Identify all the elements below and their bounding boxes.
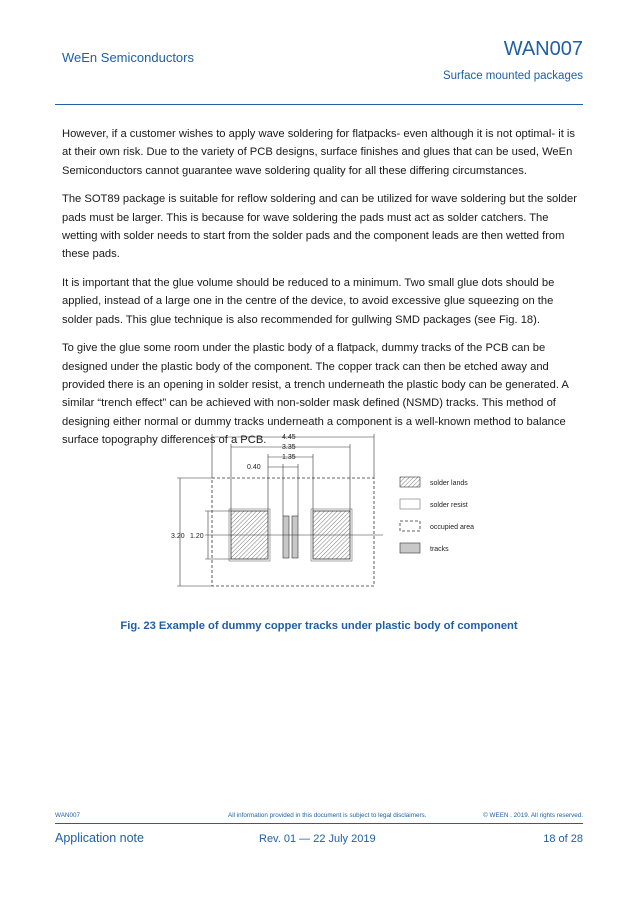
legend-label-tracks: tracks <box>430 546 449 553</box>
figure-caption: Fig. 23 Example of dummy copper tracks under plastic body of component <box>120 620 518 632</box>
dummy-track-left <box>283 516 289 558</box>
company-name: WeEn Semiconductors <box>62 50 194 65</box>
dummy-track-right <box>292 516 298 558</box>
paragraph: The SOT89 package is suitable for reflow soldering and can be utilized for wave soldering but the solder pads must be larger. This is because for wave soldering the pads must act as solder catchers. The wetting with solder needs to start from the solder pads and the component leads are then wetted from these pads. <box>62 193 577 261</box>
body-text <box>62 125 582 460</box>
legend-label-occupied-area: occupied area <box>430 524 474 531</box>
paragraph: To give the glue some room under the plastic body of a flatpack, dummy tracks of the PCB can be designed under the plastic body of the component. The copper track can then be etched away and provided there is an opening in solder resist, a trench underneath the plastic body can be generated. A similar “trench effect” can be achieved with non-solder mask defined (NSMD) tracks. This method of designing either normal or dummy tracks underneath a component is a well-known method to balance surface topography differences of a PCB. <box>62 342 569 446</box>
dimension-label-4-45: 4.45 <box>282 434 296 441</box>
dummy-tracks-diagram <box>0 428 638 608</box>
legend-swatch-tracks <box>400 543 420 553</box>
document-subtitle: Surface mounted packages <box>442 70 583 82</box>
footer-copyright: © WEEN . 2019. All rights reserved. <box>483 812 583 819</box>
legend-label-solder-resist: solder resist <box>430 502 468 509</box>
dimension-label-3-35: 3.35 <box>282 444 296 451</box>
legend-swatch-occupied-area <box>400 521 420 531</box>
dimension-label-0-40: 0.40 <box>247 464 261 471</box>
dimension-label-3-20: 3.20 <box>171 533 185 540</box>
footer-disclaimer: All information provided in this document is subject to legal disclaimers. <box>228 812 427 819</box>
legend-label-solder-lands: solder lands <box>430 480 468 487</box>
document-id: WAN007 <box>503 38 583 60</box>
footer-revision: Rev. 01 — 22 July 2019 <box>259 833 376 845</box>
paragraph: It is important that the glue volume should be reduced to a minimum. Two small glue dots should be applied, instead of a large one in the centre of the device, to avoid excessive glue squeezing on the solder pads. This glue technique is also recommended for gullwing SMD packages (see Fig. 18). <box>62 277 555 326</box>
footer-divider <box>55 823 583 824</box>
dimension-label-1-20: 1.20 <box>190 533 204 540</box>
footer-doc-type: Application note <box>55 831 144 845</box>
footer-doc-id: WAN007 <box>55 812 80 819</box>
dimension-label-1-35: 1.35 <box>282 454 296 461</box>
legend-swatch-solder-resist <box>400 499 420 509</box>
legend-swatch-solder-lands <box>400 477 420 487</box>
paragraph: However, if a customer wishes to apply wave soldering for flatpacks- even although it is not optimal- it is at their own risk. Due to the variety of PCB designs, surface finishes and glues that can be used, WeEn Semiconductors cannot guarantee wave soldering quality for all these differing circumstances. <box>62 128 575 177</box>
header-divider <box>55 104 583 105</box>
footer-page-number: 18 of 28 <box>543 833 583 845</box>
